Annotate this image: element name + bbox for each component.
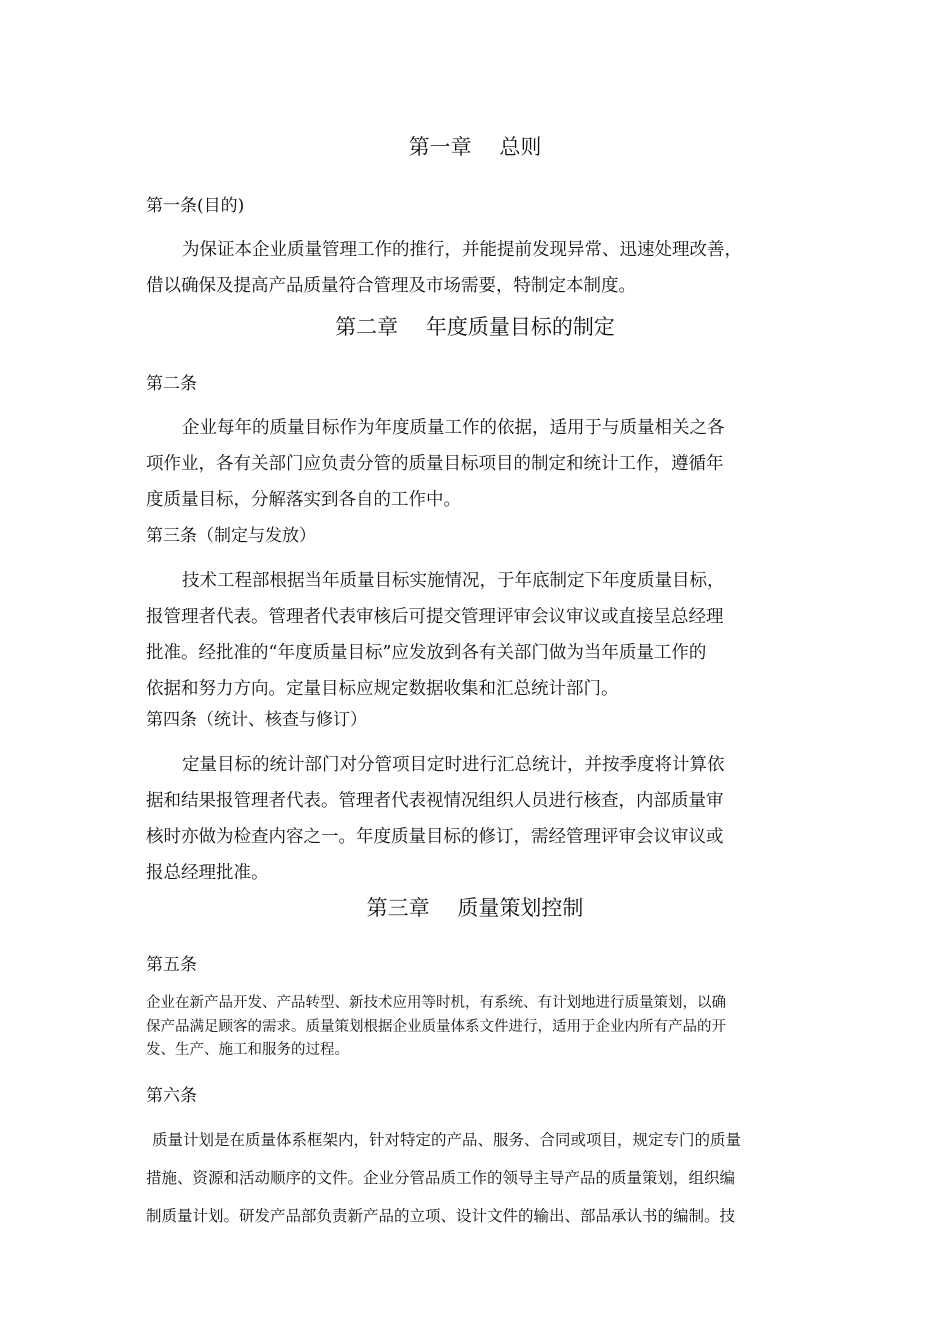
paragraph-line: 企业在新产品开发、产品转型、新技术应用等时机，有系统、有计划地进行质量策划，以确 xyxy=(146,995,726,1011)
chapter-3-title: 第三章 质量策划控制 xyxy=(366,896,584,920)
paragraph-line: 借以确保及提高产品质量符合管理及市场需要，特制定本制度。 xyxy=(146,276,636,296)
article-5-heading: 第五条 xyxy=(146,955,197,975)
article-4-paragraph xyxy=(146,747,791,891)
paragraph-line: 核时亦做为检查内容之一。年度质量目标的修订，需经管理评审会议审议或 xyxy=(146,827,724,847)
paragraph-line: 批准。经批准的“年度质量目标”应发放到各有关部门做为当年质量工作的 xyxy=(146,643,707,663)
paragraph-line: 报管理者代表。管理者代表审核后可提交管理评审会议审议或直接呈总经理 xyxy=(146,607,724,627)
article-3-paragraph xyxy=(146,563,791,707)
paragraph-line: 定量目标的统计部门对分管项目定时进行汇总统计，并按季度将计算依 xyxy=(182,755,725,775)
paragraph-line: 依据和努力方向。定量目标应规定数据收集和汇总统计部门。 xyxy=(146,679,619,699)
paragraph-line: 措施、资源和活动顺序的文件。企业分管品质工作的领导主导产品的质量策划，组织编 xyxy=(146,1169,736,1187)
paragraph-line: 技术工程部根据当年质量目标实施情况，于年底制定下年度质量目标， xyxy=(182,571,725,591)
paragraph-line: 据和结果报管理者代表。管理者代表视情况组织人员进行核查，内部质量审 xyxy=(146,791,724,811)
chapter-2-title: 第二章 年度质量目标的制定 xyxy=(335,315,615,339)
article-6-heading: 第六条 xyxy=(146,1086,197,1106)
paragraph-line: 项作业，各有关部门应负责分管的质量目标项目的制定和统计工作，遵循年 xyxy=(146,454,724,474)
paragraph-line: 企业每年的质量目标作为年度质量工作的依据，适用于与质量相关之各 xyxy=(182,418,725,438)
paragraph-line: 质量计划是在质量体系框架内，针对特定的产品、服务、合同或项目，规定专门的质量 xyxy=(152,1131,742,1149)
article-2-paragraph xyxy=(146,410,791,518)
chapter-1-title: 第一章 总则 xyxy=(408,135,542,159)
paragraph-line: 为保证本企业质量管理工作的推行，并能提前发现异常、迅速处理改善， xyxy=(182,240,742,260)
article-2-heading: 第二条 xyxy=(146,374,197,394)
article-1-paragraph xyxy=(146,232,791,304)
article-3-heading: 第三条（制定与发放） xyxy=(146,526,316,546)
paragraph-line: 度质量目标，分解落实到各自的工作中。 xyxy=(146,490,461,510)
article-1-heading: 第一条(目的) xyxy=(146,196,245,216)
paragraph-line: 保产品满足顾客的需求。质量策划根据企业质量体系文件进行，适用于企业内所有产品的开 xyxy=(146,1018,726,1035)
article-6-paragraph xyxy=(146,1121,791,1235)
article-5-paragraph xyxy=(146,992,816,1063)
paragraph-line: 制质量计划。研发产品部负责新产品的立项、设计文件的输出、部品承认书的编制。技 xyxy=(146,1207,736,1225)
article-4-heading: 第四条（统计、核查与修订） xyxy=(146,710,367,730)
paragraph-line: 发、生产、施工和服务的过程。 xyxy=(146,1042,349,1058)
paragraph-line: 报总经理批准。 xyxy=(146,863,269,883)
